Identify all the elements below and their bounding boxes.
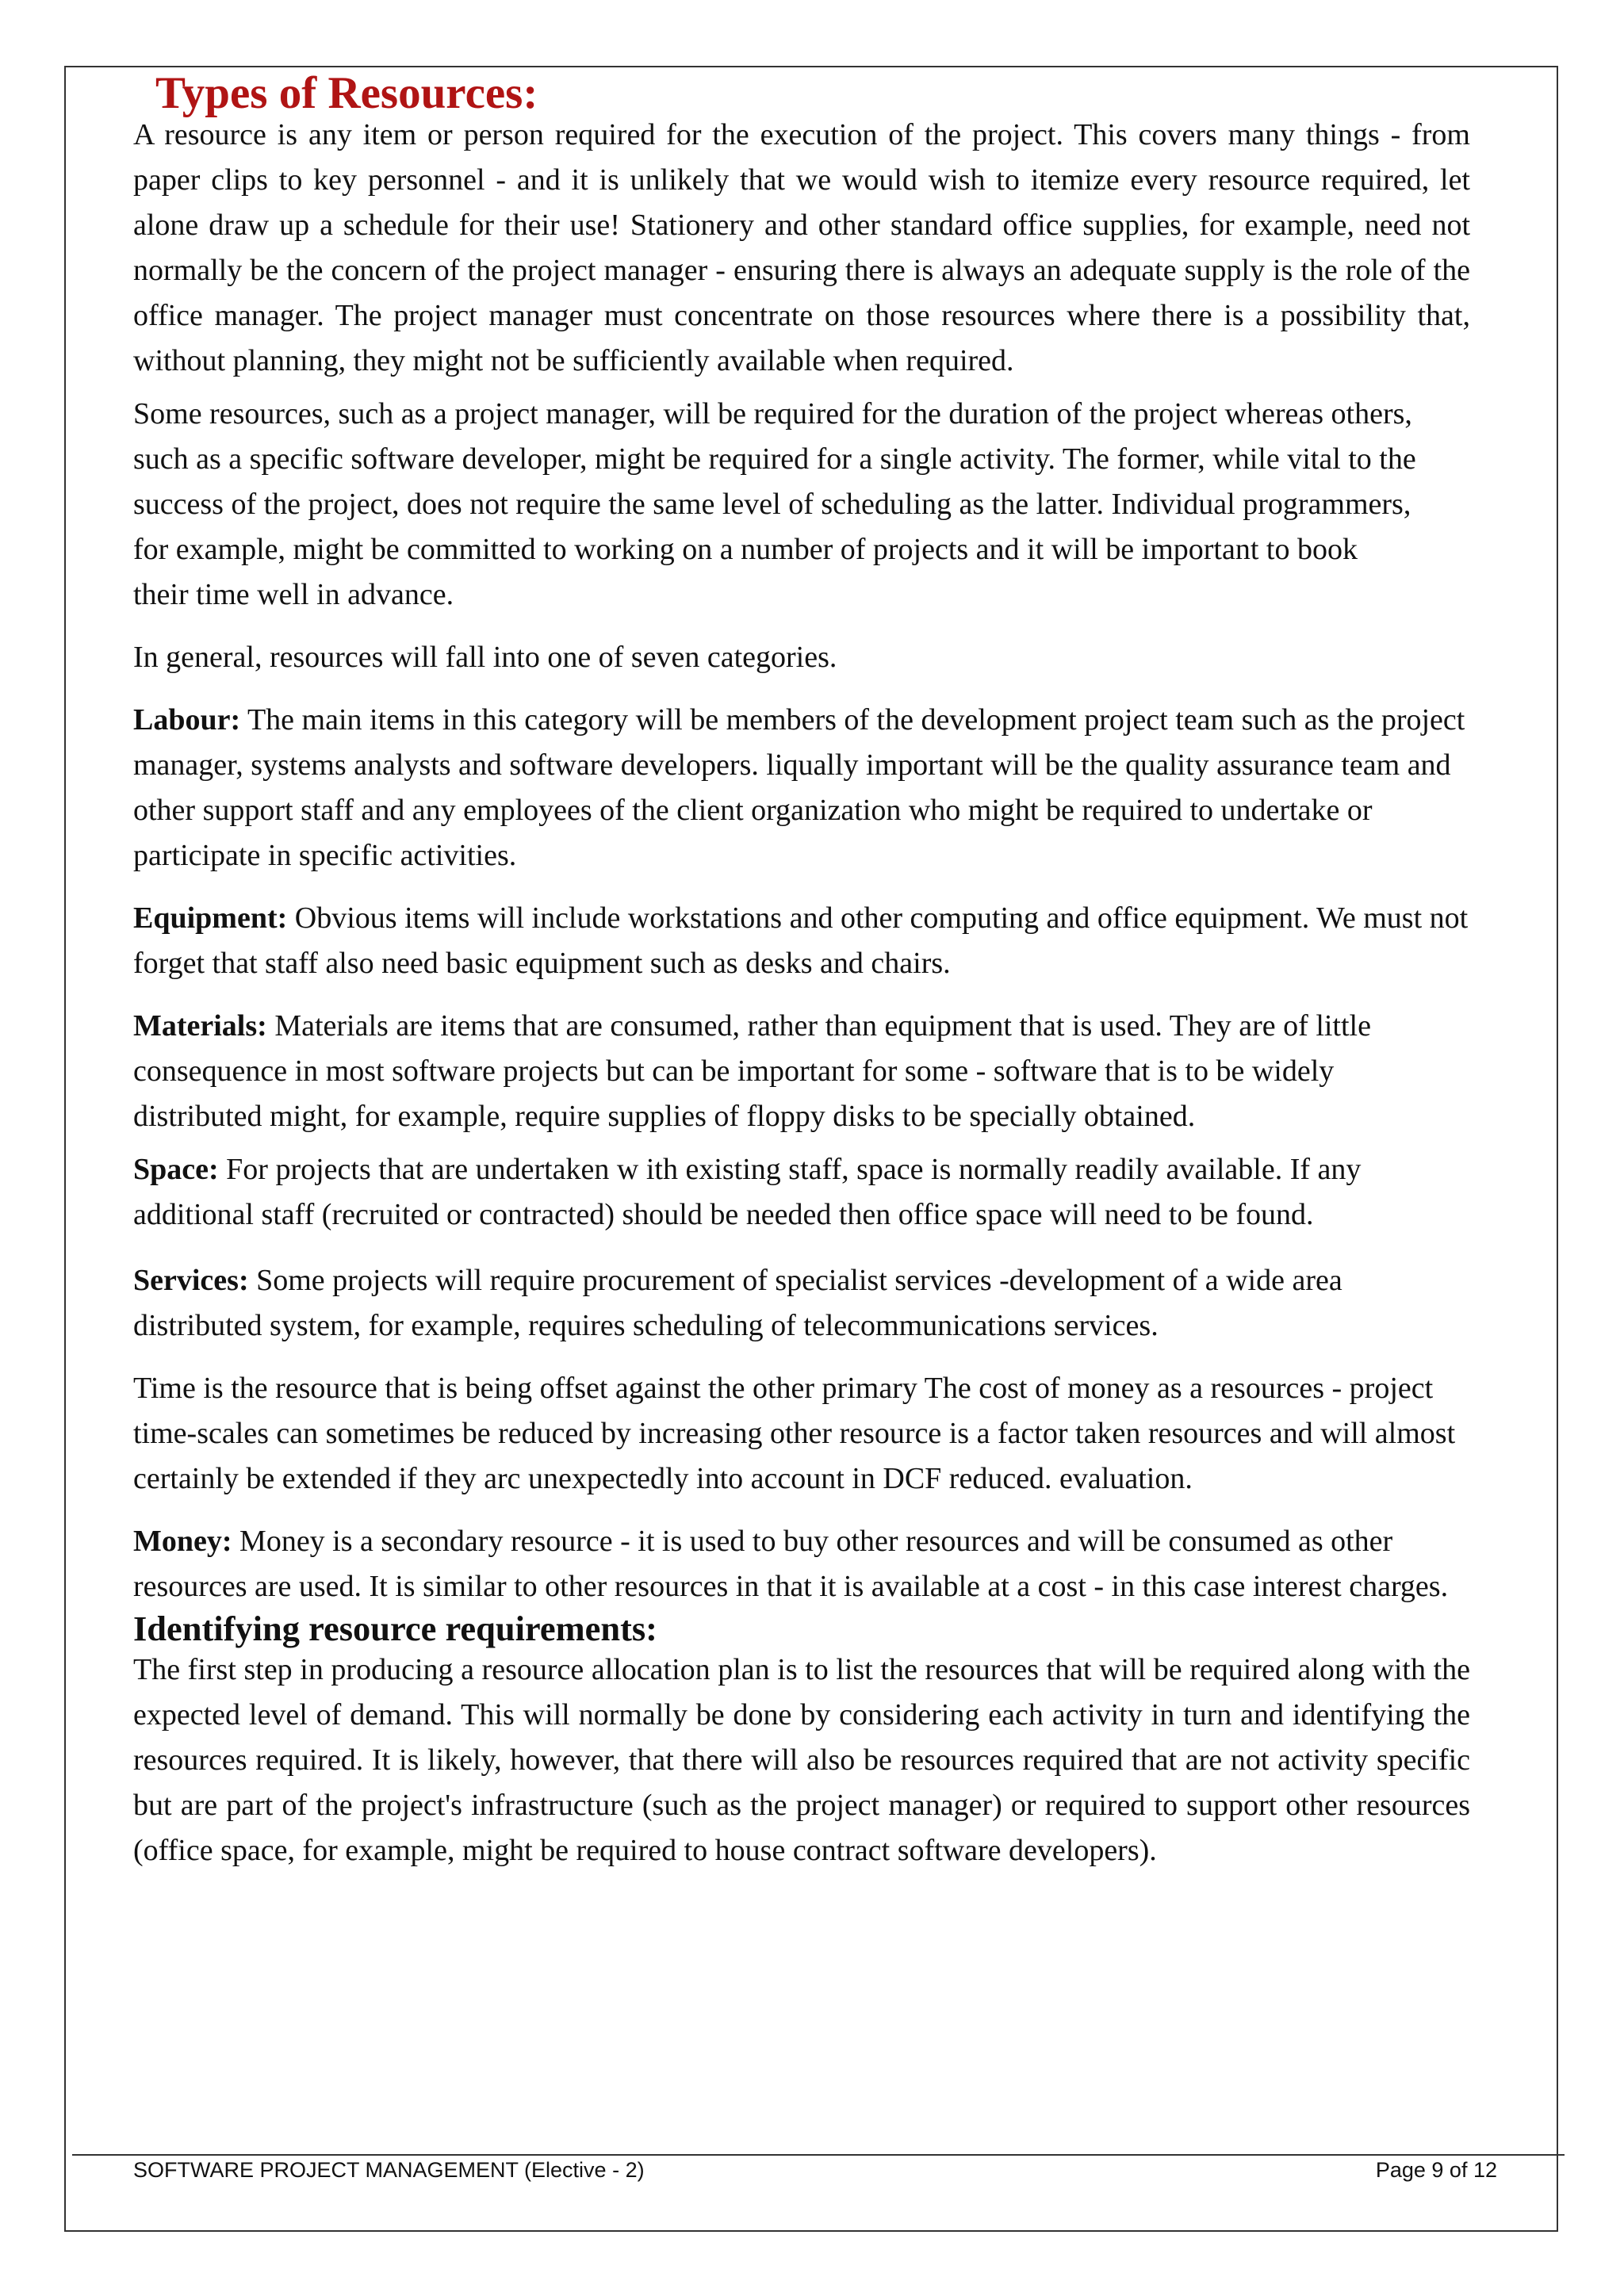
space-text: For projects that are undertaken w ith existing staff, space is normally readily available. If any additional staff (recruited or contracted) should be needed then office space will need to be found. xyxy=(133,1153,1362,1231)
space-paragraph xyxy=(133,1147,1470,1238)
identifying-heading: Identifying resource requirements: xyxy=(133,1609,657,1648)
materials-paragraph xyxy=(133,1004,1470,1139)
equipment-paragraph xyxy=(133,896,1470,986)
money-paragraph xyxy=(133,1519,1470,1609)
services-paragraph xyxy=(133,1258,1470,1349)
services-term: Services: xyxy=(133,1264,249,1297)
space-term: Space: xyxy=(133,1153,219,1186)
equipment-term: Equipment: xyxy=(133,901,288,935)
materials-text: Materials are items that are consumed, rather than equipment that is used. They are of little consequence in most software projects but can be important for some - software that is to be widely distributed might, for example, require supplies of floppy disks to be specially obtained. xyxy=(133,1009,1371,1133)
time-paragraph: Time is the resource that is being offset against the other primary The cost of money as a resources - project time-scales can sometimes be reduced by increasing other resource is a factor taken resources and will almost certainly be extended if they arc unexpectedly into account in DCF reduced. evaluation. xyxy=(133,1372,1456,1495)
equipment-text: Obvious items will include workstations and other computing and office equipment. We must not forget that staff also need basic equipment such as desks and chairs. xyxy=(133,901,1469,980)
section-title: Types of Resources: xyxy=(155,68,538,118)
footer-course-title: SOFTWARE PROJECT MANAGEMENT (Elective - 2) xyxy=(133,2158,645,2182)
labour-text: The main items in this category will be members of the development project team such as the project manager, systems analysts and software developers. liqually important will be the quality assurance team and other support staff and any employees of the client organization who might be required to undertake or participate in specific activities. xyxy=(133,703,1465,872)
duration-paragraph: Some resources, such as a project manager, will be required for the duration of the project whereas others, such as a specific software developer, might be required for a single activity. The former, while vital to the success of the project, does not require the same level of scheduling as the latter. Individual programmers, for example, might be committed to working on a number of projects and it will be important to book their time well in advance. xyxy=(133,397,1416,611)
footer-page-number: Page 9 of 12 xyxy=(1375,2158,1497,2182)
labour-paragraph xyxy=(133,698,1470,878)
money-text: Money is a secondary resource - it is used to buy other resources and will be consumed as other resources are used. It is similar to other resources in that it is available at a cost - in this case interest charges. xyxy=(133,1525,1449,1603)
footer-divider xyxy=(72,2154,1565,2156)
intro-paragraph: A resource is any item or person required for the execution of the project. This covers many things - from paper clips to key personnel - and it is unlikely that we would wish to itemize every resource required, let alone draw up a schedule for their use! Stationery and other standard office supplies, for example, need not normally be the concern of the project manager - ensuring there is always an adequate supply is the role of the office manager. The project manager must concentrate on those resources where there is a possibility that, without planning, they might not be sufficiently available when required. xyxy=(133,118,1470,377)
identifying-paragraph: The first step in producing a resource allocation plan is to list the resources that will be required along with the expected level of demand. This will normally be done by considering each activity in turn and identifying the resources required. It is likely, however, that there will also be resources required that are not activity specific but are part of the project's infrastructure (such as the project manager) or required to support other resources (office space, for example, might be required to house contract software developers). xyxy=(133,1653,1470,1867)
categories-intro: In general, resources will fall into one of seven categories. xyxy=(133,641,837,674)
services-text: Some projects will require procurement of specialist services -development of a wide area distributed system, for example, requires scheduling of telecommunications services. xyxy=(133,1264,1342,1342)
money-term: Money: xyxy=(133,1525,232,1558)
labour-term: Labour: xyxy=(133,703,241,737)
materials-term: Materials: xyxy=(133,1009,267,1043)
document-body xyxy=(133,68,1470,1873)
